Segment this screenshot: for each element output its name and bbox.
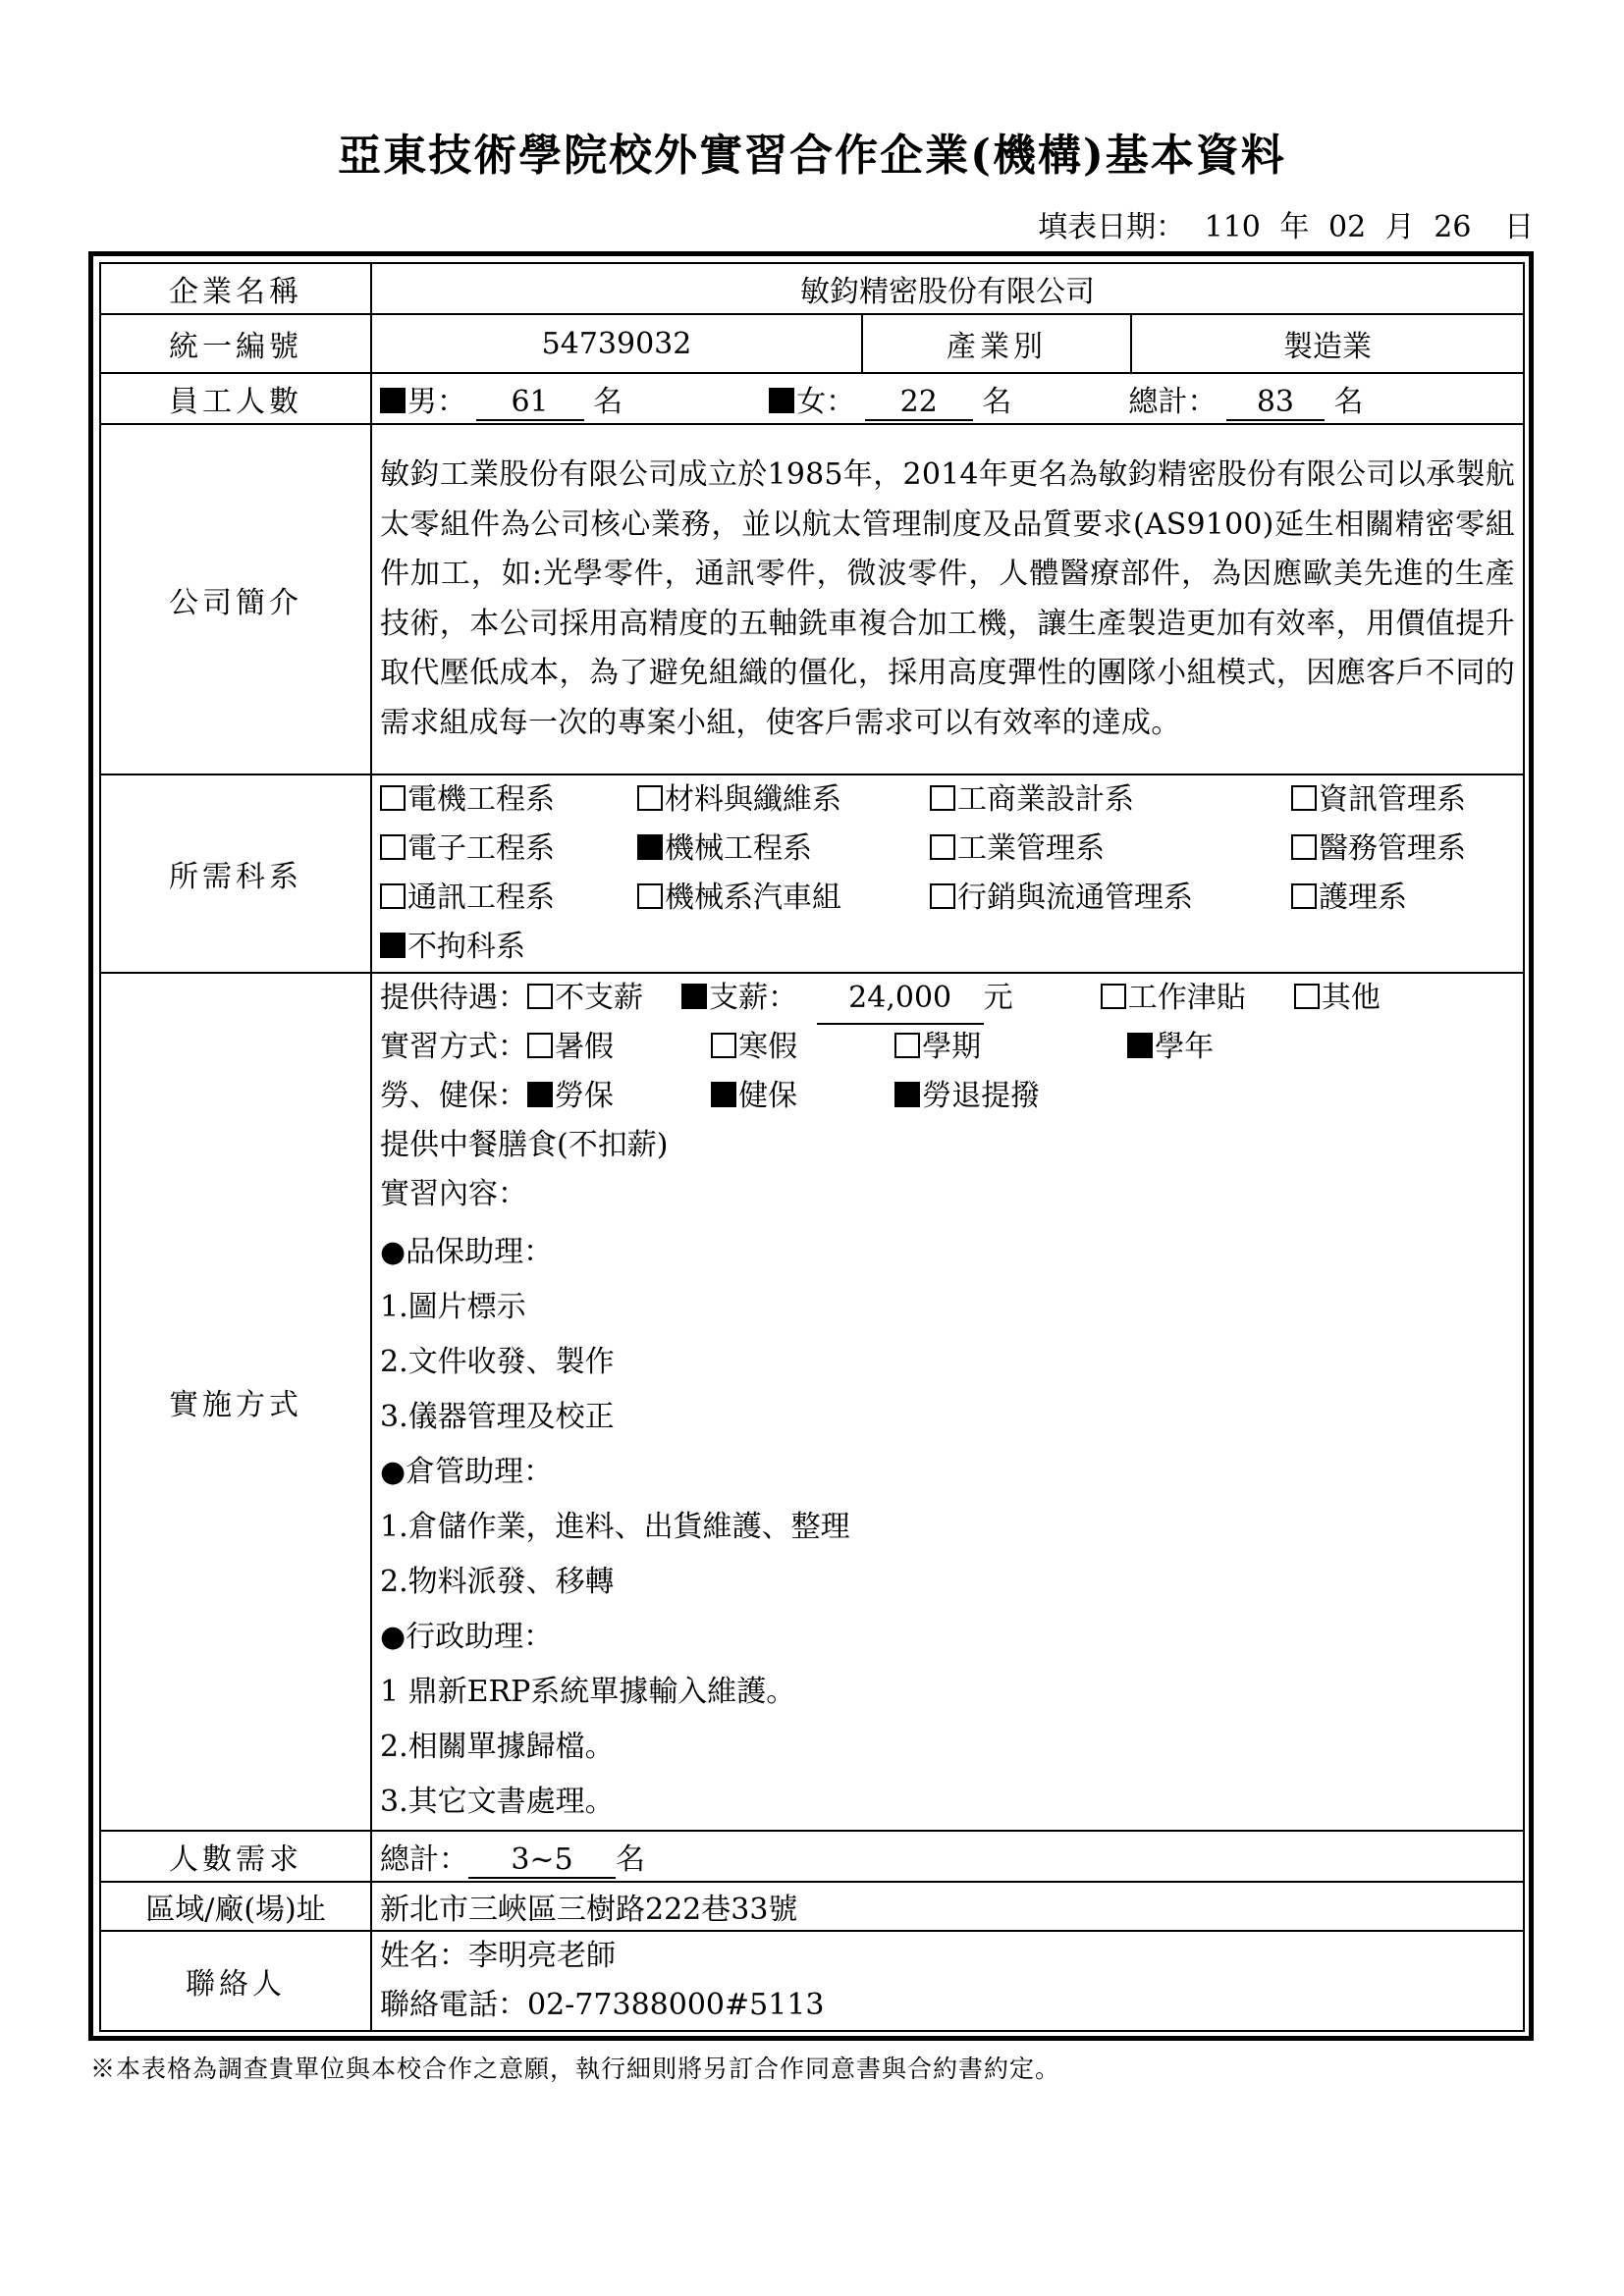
male-label: 男： — [407, 384, 466, 419]
allowance-checkbox[interactable] — [1101, 984, 1126, 1009]
department-checkbox[interactable] — [380, 834, 406, 860]
row-departments — [100, 774, 1524, 973]
page-title: 亞東技術學院校外實習合作企業(機構)基本資料 — [338, 131, 1286, 181]
form-table — [88, 251, 1534, 2041]
content-line: 1.圖片標示 — [380, 1290, 526, 1324]
female-label: 女： — [796, 384, 856, 419]
department-label: 醫務管理系 — [1319, 831, 1466, 866]
semester-label: 學期 — [922, 1030, 982, 1064]
department-label: 通訊工程系 — [407, 881, 555, 915]
department-item[interactable] — [930, 825, 1105, 874]
headcount-label: 人數需求 — [100, 1831, 371, 1882]
headcount-value: 3~5 — [468, 1842, 616, 1879]
tax-id-label: 統一編號 — [100, 314, 371, 373]
female-unit: 名 — [982, 384, 1012, 419]
row-contact — [100, 1931, 1524, 2031]
department-checkbox[interactable] — [1291, 883, 1317, 909]
contact-label: 聯絡人 — [100, 1931, 371, 2031]
date-day: 26 — [1434, 210, 1472, 244]
headcount-unit: 名 — [616, 1842, 645, 1877]
intro-text: 敏鈞工業股份有限公司成立於1985年，2014年更名為敏鈞精密股份有限公司以承製航太零組件為公司核心業務，並以航太管理制度及品質要求(AS9100)延生相關精密零組件加工，如:光學零件，通訊零件，微波零件，人體醫療部件，為因應歐美先進的生產技術，本公司採用高精度的五軸銑車複合加工機，讓生產製造更加有效率，用價值提升取代壓低成本，為了避免組織的僵化，採用高度彈性的團隊小組模式，因應客戶不同的需求組成每一次的專案小組，使客戶需求可以有效率的達成。 — [371, 424, 1524, 774]
footnote: ※本表格為調查貴單位與本校合作之意願，執行細則將另訂合作同意書與合約書約定。 — [90, 2055, 1061, 2083]
headcount-values — [371, 1831, 1524, 1882]
address-value: 新北市三峽區三樹路222巷33號 — [371, 1882, 1524, 1931]
department-item[interactable] — [930, 775, 1134, 825]
mode-label: 實習方式： — [380, 1030, 527, 1064]
total-unit: 名 — [1333, 384, 1364, 419]
allowance-label: 工作津貼 — [1127, 981, 1246, 1015]
salary-unit: 元 — [983, 981, 1013, 1015]
row-implementation — [100, 973, 1524, 1831]
content-line: 1 鼎新ERP系統單據輸入維護。 — [380, 1675, 796, 1709]
department-row — [380, 825, 1515, 874]
row-intro — [100, 424, 1524, 774]
content-line: 2.文件收發、製作 — [380, 1345, 615, 1379]
date-label: 填表日期： — [1038, 210, 1186, 244]
female-checkbox[interactable] — [769, 388, 794, 413]
content-line: 3.其它文書處理。 — [380, 1785, 615, 1819]
contact-values — [371, 1931, 1524, 2031]
male-checkbox[interactable] — [380, 388, 406, 413]
male-unit: 名 — [593, 384, 623, 419]
company-name-label: 企業名稱 — [100, 263, 371, 314]
department-item[interactable] — [637, 775, 841, 825]
department-item[interactable] — [930, 874, 1193, 923]
date-day-unit: 日 — [1504, 210, 1534, 244]
year-checkbox[interactable] — [1127, 1033, 1153, 1058]
content-line: 3.儀器管理及校正 — [380, 1400, 615, 1434]
industry-value: 製造業 — [1131, 314, 1524, 373]
department-checkbox[interactable] — [380, 785, 406, 811]
department-checkbox[interactable] — [637, 785, 663, 811]
department-checkbox[interactable] — [930, 834, 955, 860]
paid-label: 支薪： — [709, 981, 798, 1015]
date-year: 110 — [1204, 210, 1261, 244]
department-item[interactable] — [380, 775, 555, 825]
department-checkbox[interactable] — [930, 883, 955, 909]
content-line: ●行政助理： — [380, 1620, 554, 1654]
department-item[interactable] — [380, 874, 555, 923]
department-item[interactable] — [380, 923, 525, 972]
department-checkbox[interactable] — [1291, 834, 1317, 860]
other-label: 其他 — [1321, 981, 1380, 1015]
department-checkbox[interactable] — [380, 933, 406, 958]
male-count: 61 — [476, 385, 584, 421]
health-checkbox[interactable] — [711, 1082, 736, 1107]
content-line: ●品保助理： — [380, 1235, 554, 1269]
no-pay-checkbox[interactable] — [527, 984, 553, 1009]
department-item[interactable] — [1291, 825, 1466, 874]
summer-checkbox[interactable] — [527, 1033, 553, 1058]
content-line: 2.物料派發、移轉 — [380, 1565, 615, 1599]
pay-line — [380, 974, 1515, 1023]
employees-values — [371, 373, 1524, 424]
department-label: 機械系汽車組 — [665, 881, 841, 915]
department-checkbox[interactable] — [637, 834, 663, 860]
pension-checkbox[interactable] — [894, 1082, 920, 1107]
department-label: 行銷與流通管理系 — [957, 881, 1193, 915]
department-label: 材料與纖維系 — [665, 782, 841, 817]
department-checkbox[interactable] — [380, 883, 406, 909]
department-checkbox[interactable] — [930, 785, 955, 811]
pay-label: 提供待遇： — [380, 981, 527, 1015]
female-count: 22 — [865, 385, 973, 421]
fill-date — [1028, 202, 1534, 245]
intro-label: 公司簡介 — [100, 424, 371, 774]
row-employees — [100, 373, 1524, 424]
department-label: 電機工程系 — [407, 782, 555, 817]
departments-list — [371, 774, 1524, 973]
implementation-label: 實施方式 — [100, 973, 371, 1831]
department-label: 資訊管理系 — [1319, 782, 1466, 817]
industry-label: 產業別 — [862, 314, 1131, 373]
department-row — [380, 874, 1515, 923]
internship-content-list — [380, 1219, 1515, 1830]
lunch-line: 提供中餐膳食(不扣薪) — [380, 1128, 669, 1162]
headcount-total-label: 總計： — [380, 1842, 468, 1877]
department-label: 護理系 — [1319, 881, 1407, 915]
labor-label: 勞保 — [555, 1079, 614, 1113]
department-row — [380, 923, 1515, 972]
date-month: 02 — [1327, 210, 1367, 244]
pension-label: 勞退提撥 — [922, 1079, 1041, 1113]
health-label: 健保 — [738, 1079, 798, 1113]
content-line: 1.倉儲作業，進料、出貨維護、整理 — [380, 1510, 850, 1544]
total-label: 總計： — [1128, 384, 1218, 419]
department-row — [380, 775, 1515, 825]
total-count: 83 — [1226, 385, 1325, 421]
row-tax-id — [100, 314, 1524, 373]
winter-checkbox[interactable] — [711, 1033, 736, 1058]
company-name-value: 敏鈞精密股份有限公司 — [371, 263, 1524, 314]
year-label: 學年 — [1155, 1030, 1215, 1064]
employees-label: 員工人數 — [100, 373, 371, 424]
implementation-content — [371, 973, 1524, 1831]
content-line: ●倉管助理： — [380, 1455, 554, 1489]
insurance-label: 勞、健保： — [380, 1079, 527, 1113]
department-label: 機械工程系 — [665, 831, 812, 866]
department-checkbox[interactable] — [1291, 785, 1317, 811]
row-address — [100, 1882, 1524, 1931]
content-label: 實習內容： — [380, 1177, 527, 1211]
departments-label: 所需科系 — [100, 774, 371, 973]
department-label: 工業管理系 — [957, 831, 1105, 866]
department-checkbox[interactable] — [637, 883, 663, 909]
semester-checkbox[interactable] — [894, 1033, 920, 1058]
department-item[interactable] — [637, 825, 812, 874]
content-line: 2.相關單據歸檔。 — [380, 1730, 615, 1764]
row-company-name — [100, 263, 1524, 314]
paid-checkbox[interactable] — [681, 984, 707, 1009]
summer-label: 暑假 — [555, 1030, 614, 1064]
labor-checkbox[interactable] — [527, 1082, 553, 1107]
contact-phone: 聯絡電話：02-77388000#5113 — [380, 1988, 825, 2022]
row-headcount — [100, 1831, 1524, 1882]
address-label: 區域/廠(場)址 — [100, 1882, 371, 1931]
contact-name: 姓名：李明亮老師 — [380, 1939, 616, 1973]
department-item[interactable] — [637, 874, 841, 923]
date-month-unit: 月 — [1384, 210, 1415, 244]
other-checkbox[interactable] — [1294, 984, 1320, 1009]
insurance-line — [380, 1072, 1515, 1121]
mode-line — [380, 1023, 1515, 1072]
department-item[interactable] — [1291, 775, 1466, 825]
no-pay-label: 不支薪 — [555, 981, 643, 1015]
department-label: 不拘科系 — [407, 930, 525, 964]
tax-id-value: 54739032 — [371, 314, 862, 373]
salary-value: 24,000 — [817, 974, 984, 1025]
department-label: 電子工程系 — [407, 831, 555, 866]
department-item[interactable] — [1291, 874, 1407, 923]
department-label: 工商業設計系 — [957, 782, 1134, 817]
department-item[interactable] — [380, 825, 555, 874]
date-year-unit: 年 — [1279, 210, 1310, 244]
winter-label: 寒假 — [738, 1030, 798, 1064]
